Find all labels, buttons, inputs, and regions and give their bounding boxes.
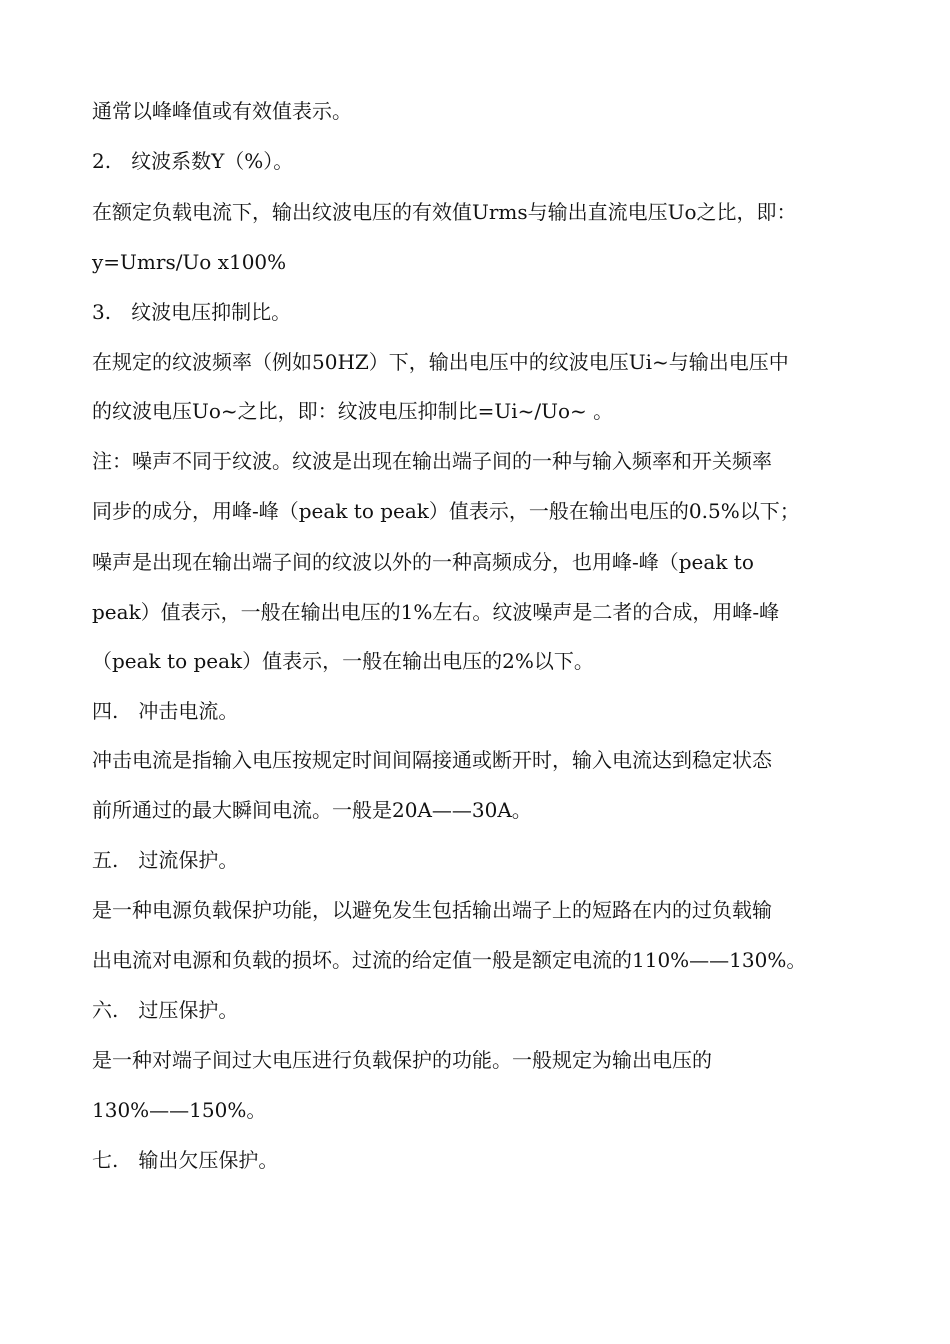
section-heading: 3. 纹波电压抑制比。 xyxy=(92,300,292,324)
section-heading: 五. 过流保护。 xyxy=(92,848,239,872)
note-line: 注：噪声不同于纹波。纹波是出现在输出端子间的一种与输入频率和开关频率 xyxy=(92,449,772,473)
section-heading: 四. 冲击电流。 xyxy=(92,699,239,723)
paragraph-line: 是一种对端子间过大电压进行负载保护的功能。一般规定为输出电压的 xyxy=(92,1048,712,1072)
paragraph-line: 冲击电流是指输入电压按规定时间间隔接通或断开时，输入电流达到稳定状态 xyxy=(92,748,772,772)
section-heading: 七. 输出欠压保护。 xyxy=(92,1148,279,1172)
section-heading: 六. 过压保护。 xyxy=(92,998,239,1022)
paragraph-line: 在规定的纹波频率（例如50HZ）下，输出电压中的纹波电压Ui~与输出电压中 xyxy=(92,350,789,374)
note-line: peak）值表示，一般在输出电压的1%左右。纹波噪声是二者的合成，用峰-峰 xyxy=(92,600,780,624)
paragraph-line: 130%——150%。 xyxy=(92,1098,267,1122)
paragraph-line: 的纹波电压Uo~之比，即：纹波电压抑制比=Ui~/Uo~ 。 xyxy=(92,399,614,423)
paragraph-line: 在额定负载电流下，输出纹波电压的有效值Urms与输出直流电压Uo之比，即： xyxy=(92,200,797,224)
paragraph-line: 出电流对电源和负载的损坏。过流的给定值一般是额定电流的110%——130%。 xyxy=(92,948,807,972)
section-heading: 2. 纹波系数Y（%）。 xyxy=(92,149,294,173)
formula-line: y=Umrs/Uo x100% xyxy=(92,250,287,274)
paragraph-line: 前所通过的最大瞬间电流。一般是20A——30A。 xyxy=(92,798,532,822)
note-line: 同步的成分，用峰-峰（peak to peak）值表示，一般在输出电压的0.5%以下； xyxy=(92,499,800,523)
note-line: 噪声是出现在输出端子间的纹波以外的一种高频成分，也用峰-峰（peak to xyxy=(92,550,754,574)
paragraph-line: 通常以峰峰值或有效值表示。 xyxy=(92,99,352,123)
note-line: （peak to peak）值表示，一般在输出电压的2%以下。 xyxy=(92,649,594,673)
paragraph-line: 是一种电源负载保护功能，以避免发生包括输出端子上的短路在内的过负载输 xyxy=(92,898,772,922)
